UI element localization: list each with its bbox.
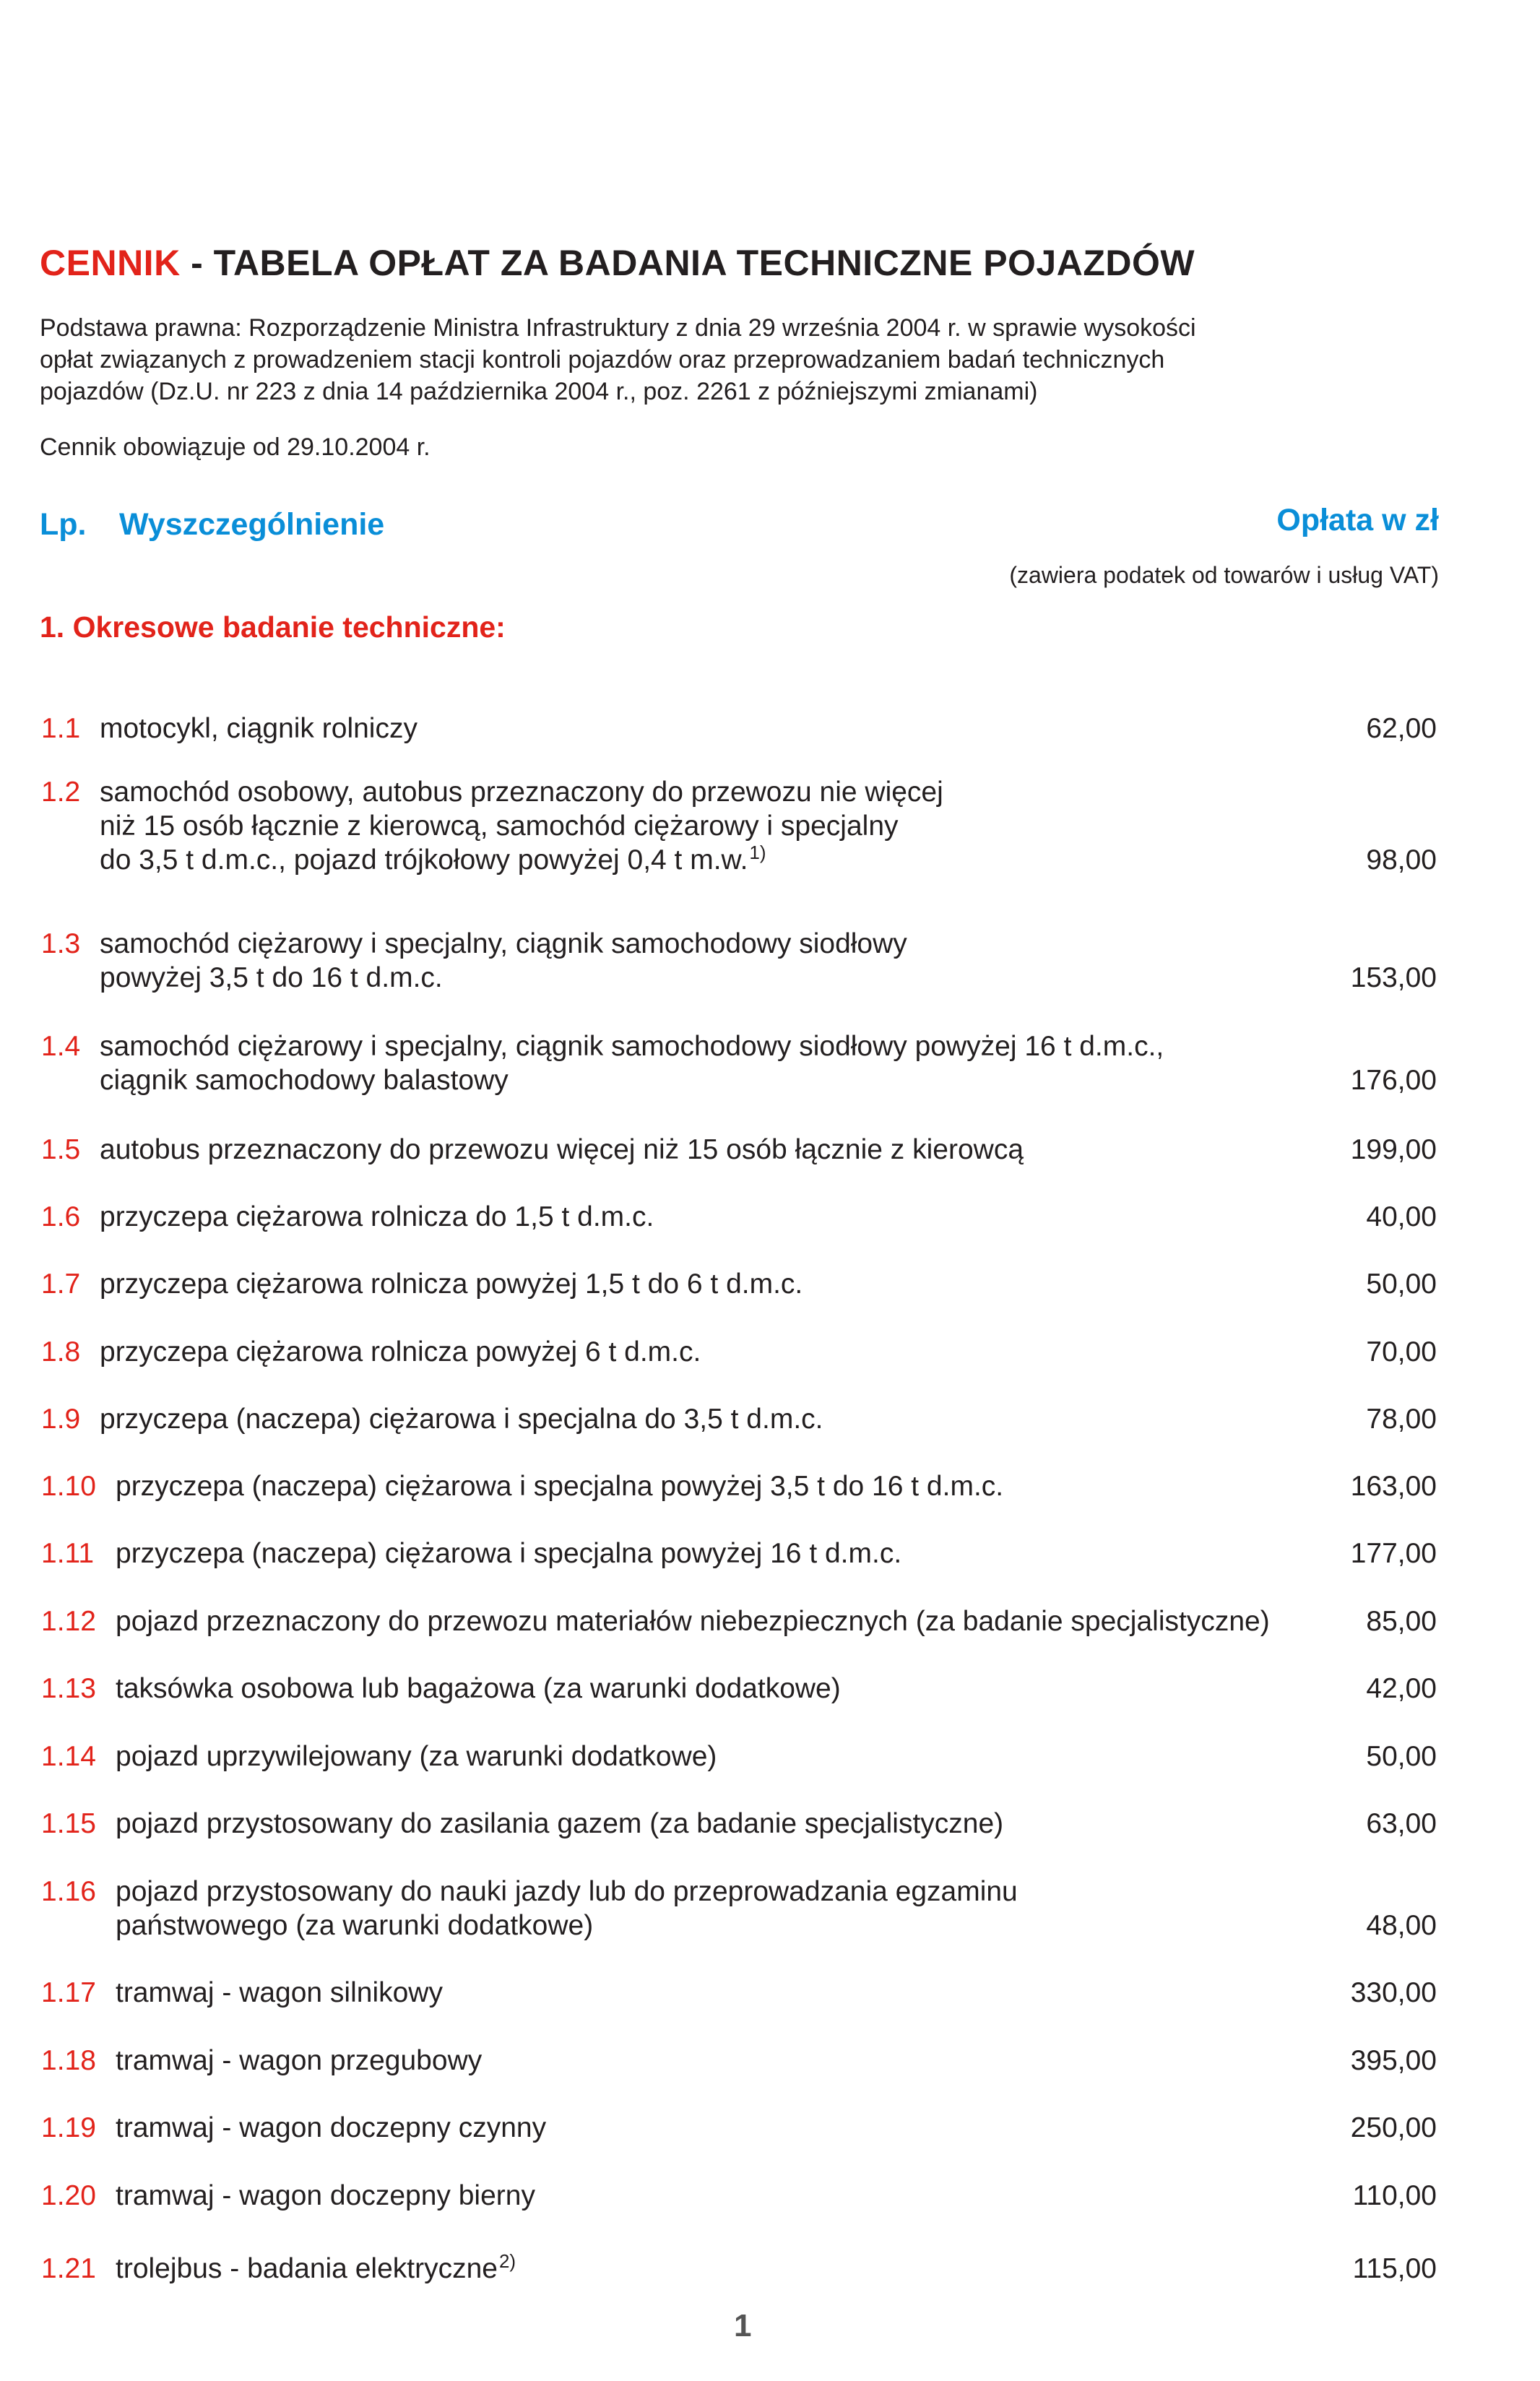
row-description-line: [100, 1402, 823, 1436]
row-number: 1.18: [41, 2045, 96, 2076]
row-price: 63,00: [1366, 1808, 1437, 1839]
row-description-text: taksówka osobowa lub bagażowa (za warunki dodatkowe): [116, 1673, 841, 1704]
row-description-text: tramwaj - wagon doczepny bierny: [116, 2180, 535, 2211]
row-description-line: [100, 1267, 803, 1301]
row-description: [116, 1976, 443, 2010]
row-price: 42,00: [1366, 1673, 1437, 1704]
row-description-line: [100, 1063, 1164, 1097]
row-number: 1.5: [41, 1134, 81, 1165]
row-description-text: samochód osobowy, autobus przeznaczony do przewozu nie więcej: [100, 777, 943, 808]
footnote-marker: 2): [498, 2250, 516, 2272]
row-description-text: przyczepa ciężarowa rolnicza powyżej 1,5 t do 6 t d.m.c.: [100, 1269, 803, 1300]
row-description: [100, 927, 907, 995]
row-description: [100, 1133, 1024, 1167]
row-description-text: do 3,5 t d.m.c., pojazd trójkołowy powyżej 0,4 t m.w.: [100, 844, 748, 876]
page-title: [40, 242, 1195, 284]
row-description: [116, 1875, 1018, 1943]
section-title: 1. Okresowe badanie techniczne:: [40, 610, 506, 644]
row-price: 199,00: [1350, 1134, 1437, 1165]
row-description: [116, 1469, 1003, 1503]
row-description-text: motocykl, ciągnik rolniczy: [100, 713, 418, 744]
row-description: [100, 712, 418, 746]
row-description-line: [100, 1133, 1024, 1167]
row-description-line: [100, 809, 943, 843]
row-price: 70,00: [1366, 1336, 1437, 1367]
legal-line: Podstawa prawna: Rozporządzenie Ministra Infrastruktury z dnia 29 września 2004 r. w sprawie wysokości: [40, 314, 1196, 342]
row-description-line: [116, 2179, 535, 2213]
row-description: [116, 2044, 482, 2078]
row-number: 1.12: [41, 1606, 96, 1637]
row-number: 1.3: [41, 928, 81, 959]
row-description: [116, 1807, 1003, 1841]
row-number: 1.20: [41, 2180, 96, 2211]
column-header-lp: Lp.: [40, 507, 87, 542]
row-number: 1.11: [41, 1538, 95, 1569]
row-description-text: państwowego (za warunki dodatkowe): [116, 1910, 594, 1941]
row-number: 1.13: [41, 1673, 96, 1704]
row-number: 1.2: [41, 777, 81, 808]
row-description-text: przyczepa (naczepa) ciężarowa i specjalna do 3,5 t d.m.c.: [100, 1404, 823, 1435]
row-price: 395,00: [1350, 2045, 1437, 2076]
legal-basis: [40, 312, 1362, 407]
row-description-text: samochód ciężarowy i specjalny, ciągnik samochodowy siodłowy powyżej 16 t d.m.c.,: [100, 1031, 1164, 1062]
row-description: [100, 1335, 701, 1369]
row-description-line: [116, 1740, 717, 1773]
row-number: 1.7: [41, 1269, 81, 1300]
validity-date: Cennik obowiązuje od 29.10.2004 r.: [40, 433, 431, 461]
row-description-line: [116, 2111, 546, 2145]
row-description-line: [116, 1909, 1018, 1943]
row-description-text: samochód ciężarowy i specjalny, ciągnik samochodowy siodłowy: [100, 928, 907, 959]
row-price: 78,00: [1366, 1404, 1437, 1435]
row-description-text: przyczepa ciężarowa rolnicza do 1,5 t d.m.c.: [100, 1201, 654, 1232]
row-description-line: [100, 775, 943, 809]
row-price: 98,00: [1366, 844, 1437, 876]
row-description: [100, 1200, 654, 1234]
row-description-text: autobus przeznaczony do przewozu więcej niż 15 osób łącznie z kierowcą: [100, 1134, 1024, 1165]
row-price: 110,00: [1352, 2180, 1437, 2211]
row-description-line: [116, 2044, 482, 2078]
row-description-text: przyczepa (naczepa) ciężarowa i specjalna powyżej 16 t d.m.c.: [116, 1538, 902, 1569]
row-description-text: pojazd przystosowany do nauki jazdy lub do przeprowadzania egzaminu: [116, 1876, 1018, 1907]
row-description-text: tramwaj - wagon przegubowy: [116, 2045, 483, 2076]
row-description-line: [116, 1604, 1270, 1638]
row-description-line: [100, 927, 907, 961]
row-description-line: [116, 1537, 901, 1570]
fee-vat-note: (zawiera podatek od towarów i usług VAT): [1009, 562, 1439, 588]
row-description-text: pojazd uprzywilejowany (za warunki dodatkowe): [116, 1741, 717, 1772]
row-description: [116, 2252, 516, 2289]
row-description-text: pojazd przystosowany do zasilania gazem (za badanie specjalistyczne): [116, 1808, 1004, 1839]
column-header-description: Wyszczególnienie: [119, 507, 385, 542]
row-number: 1.4: [41, 1031, 81, 1062]
legal-line: pojazdów (Dz.U. nr 223 z dnia 14 października 2004 r., poz. 2261 z późniejszymi zmianami): [40, 378, 1038, 405]
row-price: 176,00: [1350, 1065, 1437, 1096]
row-number: 1.10: [41, 1471, 96, 1502]
row-description-line: [116, 1976, 443, 2010]
page-number: 1: [734, 2308, 752, 2343]
row-description: [116, 2111, 546, 2145]
row-description: [100, 775, 943, 880]
row-description-text: powyżej 3,5 t do 16 t d.m.c.: [100, 962, 443, 993]
row-description-text: tramwaj - wagon doczepny czynny: [116, 2112, 547, 2143]
row-number: 1.21: [41, 2253, 96, 2284]
title-rest: - TABELA OPŁAT ZA BADANIA TECHNICZNE POJAZDÓW: [180, 243, 1195, 283]
row-description-line: [116, 1672, 841, 1706]
row-description-text: tramwaj - wagon silnikowy: [116, 1977, 443, 2008]
row-description-line: [116, 2252, 516, 2289]
row-description: [100, 1029, 1164, 1097]
row-price: 330,00: [1350, 1977, 1437, 2008]
row-description-line: [100, 1200, 654, 1234]
title-cennik: CENNIK: [40, 243, 181, 283]
row-price: 40,00: [1366, 1201, 1437, 1232]
row-description: [116, 1740, 717, 1773]
row-number: 1.15: [41, 1808, 96, 1839]
row-description-text: przyczepa (naczepa) ciężarowa i specjalna powyżej 3,5 t do 16 t d.m.c.: [116, 1471, 1004, 1502]
row-number: 1.17: [41, 1977, 96, 2008]
row-price: 48,00: [1366, 1910, 1437, 1941]
row-description: [116, 1672, 841, 1706]
row-description: [100, 1402, 823, 1436]
row-number: 1.6: [41, 1201, 81, 1232]
row-number: 1.8: [41, 1336, 81, 1367]
row-number: 1.19: [41, 2112, 96, 2143]
row-description-text: ciągnik samochodowy balastowy: [100, 1065, 509, 1096]
row-price: 163,00: [1350, 1471, 1437, 1502]
row-description: [116, 1537, 901, 1570]
row-price: 50,00: [1366, 1269, 1437, 1300]
row-number: 1.14: [41, 1741, 96, 1772]
row-description-line: [100, 961, 907, 995]
row-description-line: [100, 712, 418, 746]
row-price: 153,00: [1350, 962, 1437, 993]
row-price: 50,00: [1366, 1741, 1437, 1772]
row-price: 115,00: [1352, 2253, 1437, 2284]
row-description-text: trolejbus - badania elektryczne: [116, 2253, 498, 2284]
row-description-line: [100, 1335, 701, 1369]
row-description-line: [116, 1807, 1003, 1841]
row-description-line: [116, 1469, 1003, 1503]
row-description-text: przyczepa ciężarowa rolnicza powyżej 6 t d.m.c.: [100, 1336, 701, 1367]
row-number: 1.16: [41, 1876, 96, 1907]
row-description-line: [116, 1875, 1018, 1909]
row-description-line: [100, 1029, 1164, 1063]
row-number: 1.1: [41, 713, 81, 744]
footnote-marker: 1): [749, 842, 766, 863]
row-price: 62,00: [1366, 713, 1437, 744]
row-description: [116, 1604, 1270, 1638]
row-price: 177,00: [1350, 1538, 1437, 1569]
column-header-fee: Opłata w zł: [1276, 503, 1439, 537]
row-description-text: niż 15 osób łącznie z kierowcą, samochód ciężarowy i specjalny: [100, 811, 899, 842]
row-price: 85,00: [1366, 1606, 1437, 1637]
row-description-line: [100, 843, 943, 880]
row-price: 250,00: [1350, 2112, 1437, 2143]
row-description-text: pojazd przeznaczony do przewozu materiałów niebezpiecznych (za badanie specjalistyczne): [116, 1606, 1270, 1637]
row-description: [116, 2179, 535, 2213]
legal-line: opłat związanych z prowadzeniem stacji kontroli pojazdów oraz przeprowadzaniem badań technicznych: [40, 346, 1165, 373]
row-number: 1.9: [41, 1404, 81, 1435]
row-description: [100, 1267, 803, 1301]
